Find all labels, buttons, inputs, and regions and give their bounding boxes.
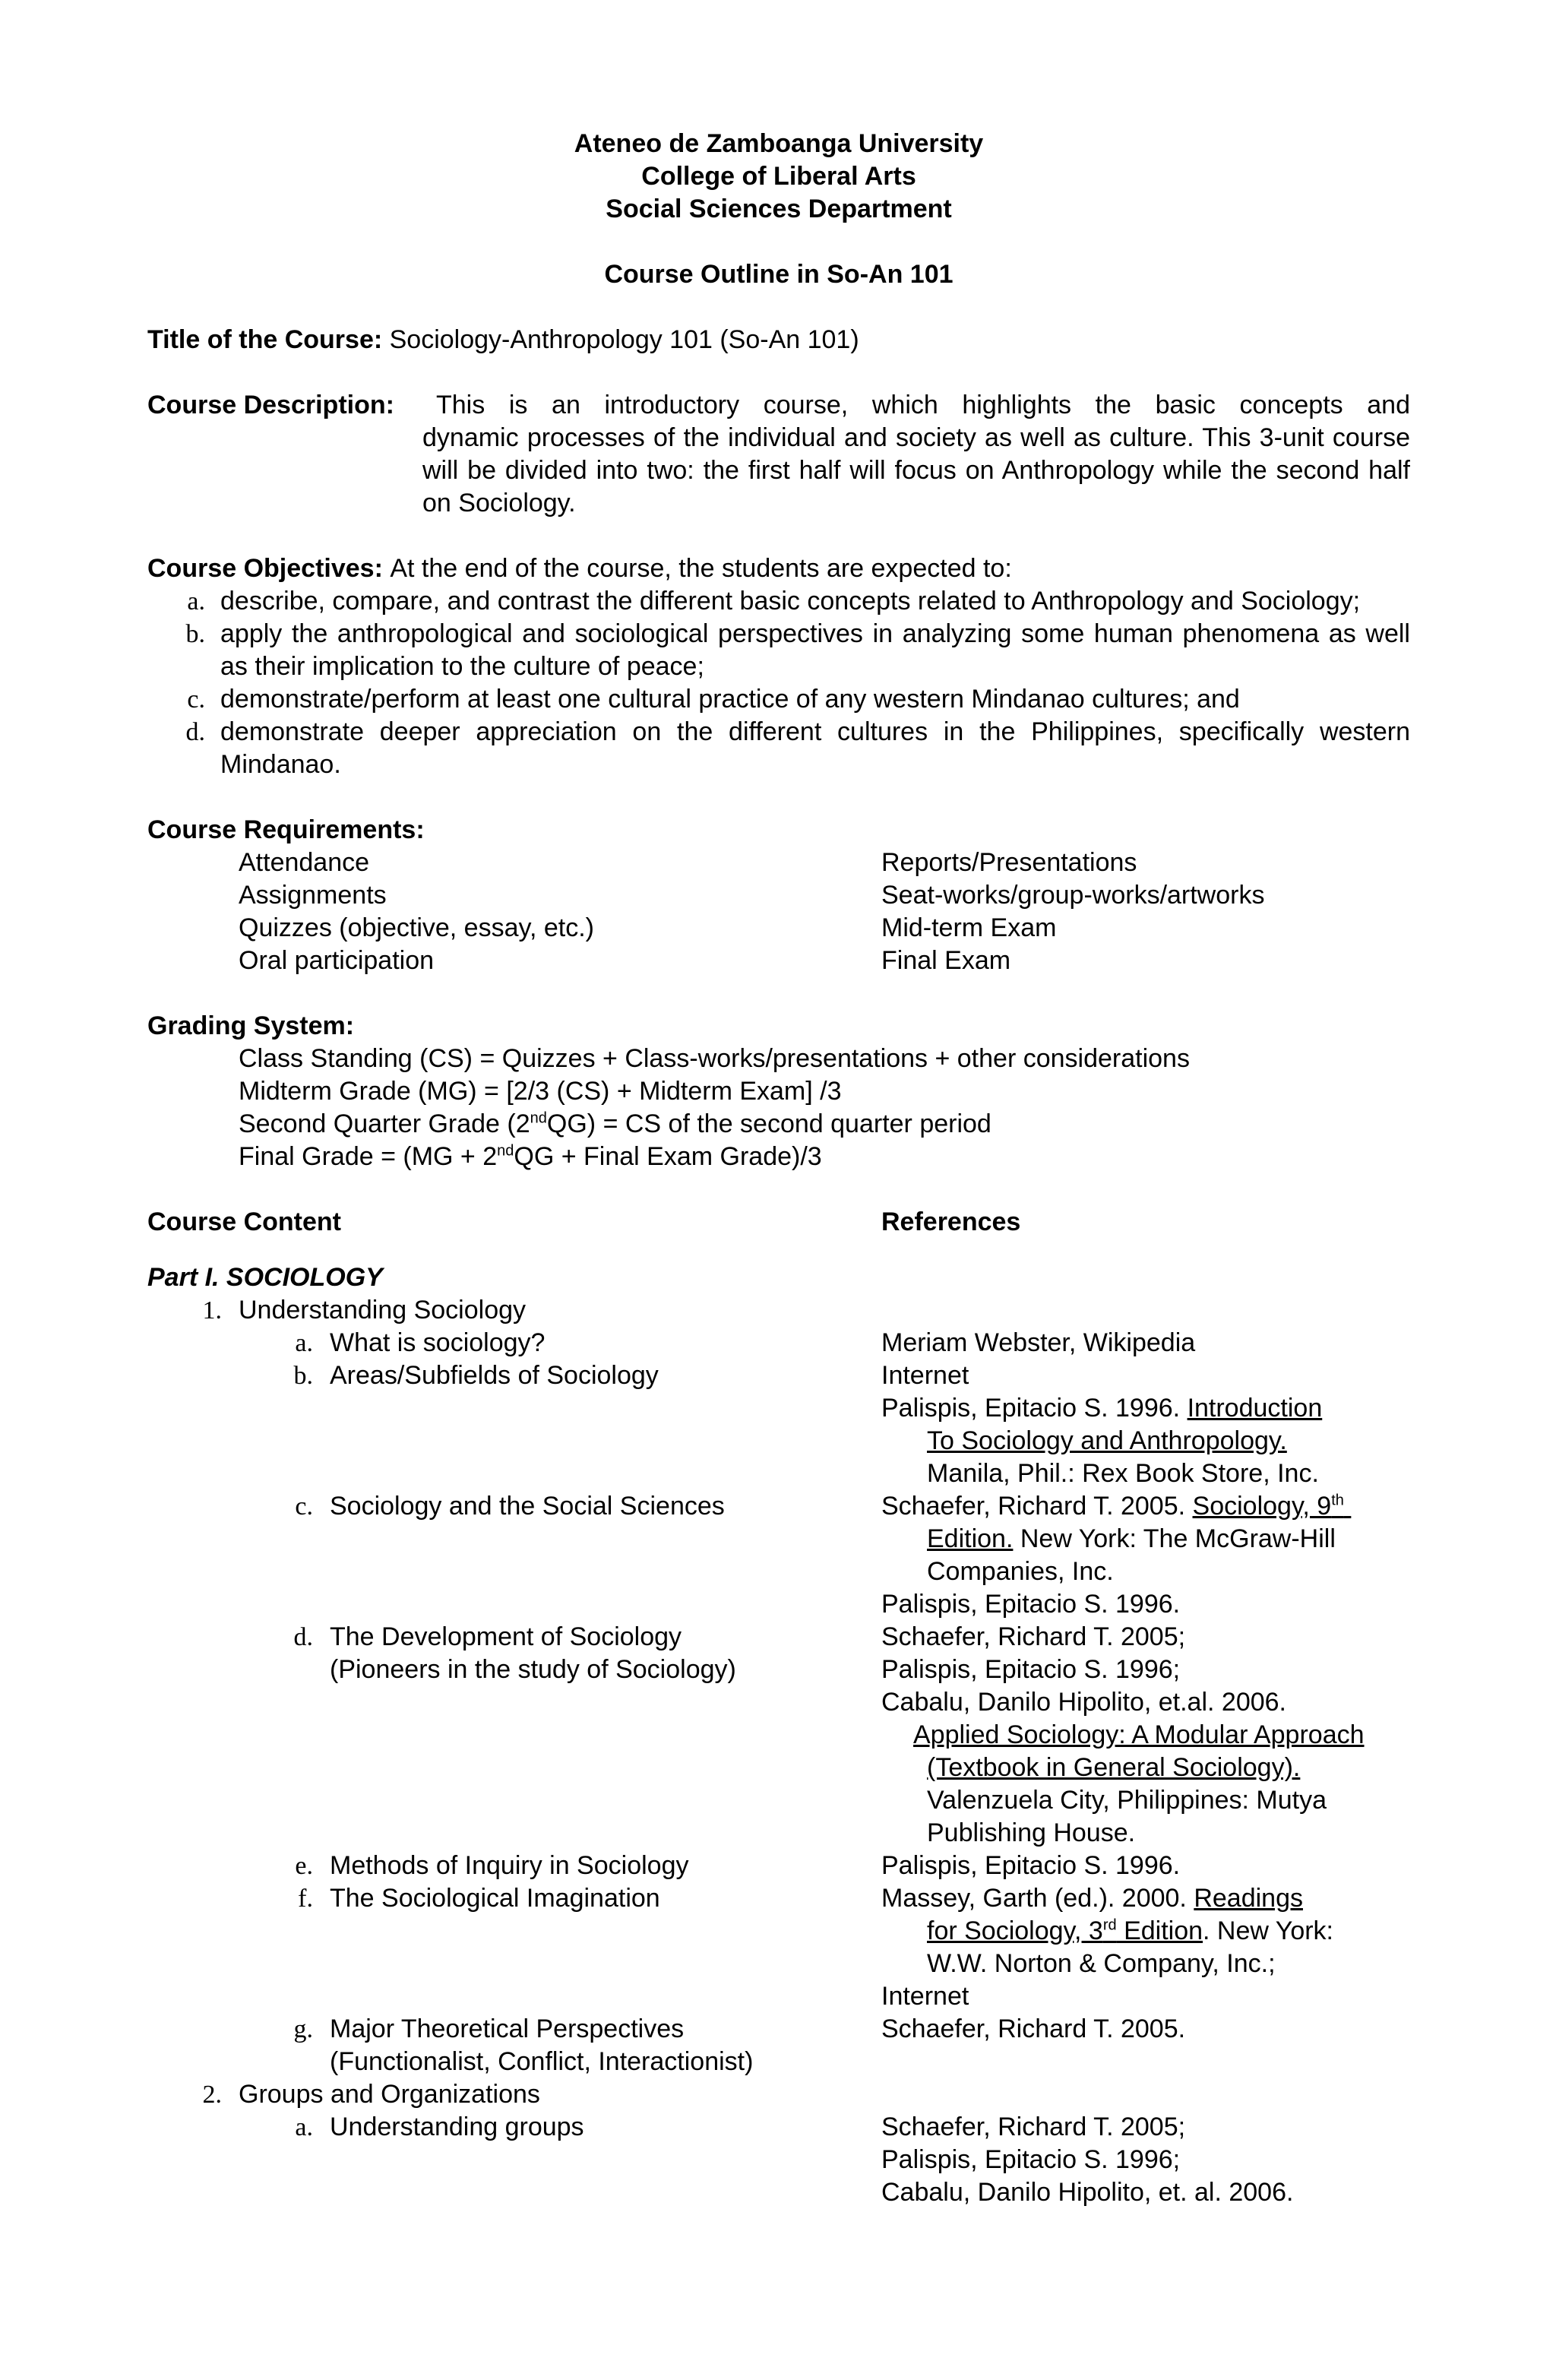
requirement-item: Quizzes (objective, essay, etc.) bbox=[239, 913, 594, 942]
course-requirements-label: Course Requirements: bbox=[147, 815, 425, 844]
objectives-list bbox=[147, 585, 1410, 781]
objective-item: b. apply the anthropological and sociological perspectives in analyzing some human phenomena as well as their implication to the culture of peace; bbox=[185, 619, 1410, 681]
course-objectives-label: Course Objectives: bbox=[147, 554, 383, 583]
course-description-label: Course Description: bbox=[147, 391, 394, 419]
topic-title: Understanding Sociology bbox=[239, 1296, 527, 1325]
requirement-item: Attendance bbox=[239, 848, 370, 877]
requirement-item: Oral participation bbox=[239, 946, 435, 975]
content-row: f. The Sociological Imagination Massey, Garth (ed.). 2000. Readings for Sociology, 3rd Edition. New York: W.W. Norton & Company, Inc.; Internet bbox=[147, 1882, 1410, 2013]
reference-text: Internet Palispis, Epitacio S. 1996. Introduction To Sociology and Anthropology. Manila, Phil.: Rex Book Store, Inc. bbox=[881, 1361, 1323, 1488]
content-row: g. Major Theoretical Perspectives (Functionalist, Conflict, Interactionist) Schaefer, Richard T. 2005. bbox=[147, 2013, 1410, 2078]
objective-item: a. describe, compare, and contrast the different basic concepts related to Anthropology and Sociology; bbox=[187, 587, 1361, 616]
objective-item: c. demonstrate/perform at least one cultural practice of any western Mindanao cultures; and bbox=[187, 685, 1240, 714]
requirement-item: Seat-works/group-works/artworks bbox=[881, 881, 1265, 910]
course-outline-page bbox=[147, 128, 1410, 2209]
department-name: Social Sciences Department bbox=[606, 195, 952, 223]
content-row: 1. Understanding Sociology bbox=[147, 1294, 1410, 1327]
course-title-label: Title of the Course: bbox=[147, 325, 383, 354]
university-name: Ateneo de Zamboanga University bbox=[574, 129, 984, 158]
content-row: d. The Development of Sociology (Pioneers in the study of Sociology) Schaefer, Richard T. 2005; Palispis, Epitacio S. 1996; Cabalu, Danilo Hipolito, et.al. 2006. Applied Sociology: A Modular Approach (Textbook in General Sociology). Valenzuela City, Philippines: Mutya Publishing House. bbox=[147, 1621, 1410, 1850]
reference-text: Massey, Garth (ed.). 2000. Readings for Sociology, 3rd Edition. New York: W.W. Norton & Company, Inc.; Internet bbox=[881, 1884, 1334, 2011]
grading-system-label: Grading System: bbox=[147, 1011, 355, 1040]
requirement-item: Mid-term Exam bbox=[881, 913, 1057, 942]
content-row: a. Understanding groups Schaefer, Richard T. 2005; Palispis, Epitacio S. 1996; Cabalu, Danilo Hipolito, et. al. 2006. bbox=[147, 2111, 1410, 2209]
course-description bbox=[147, 389, 1410, 520]
course-objectives bbox=[147, 552, 1410, 781]
course-content-table bbox=[147, 1294, 1410, 2209]
subtopic-title: Areas/Subfields of Sociology bbox=[330, 1361, 659, 1390]
reference-text: Schaefer, Richard T. 2005. bbox=[881, 2014, 1186, 2043]
content-row: a. What is sociology? Meriam Webster, Wikipedia bbox=[147, 1327, 1410, 1359]
content-row: b. Areas/Subfields of Sociology Internet Palispis, Epitacio S. 1996. Introduction To Sociology and Anthropology. Manila, Phil.: Rex Book Store, Inc. bbox=[147, 1359, 1410, 1490]
course-requirements bbox=[147, 814, 1410, 977]
subtopic-note: (Functionalist, Conflict, Interactionist) bbox=[330, 2047, 754, 2076]
requirement-item: Final Exam bbox=[881, 946, 1011, 975]
outline-title: Course Outline in So-An 101 bbox=[604, 260, 954, 289]
grading-line-second-quarter: Second Quarter Grade (2ndQG) = CS of the second quarter period bbox=[239, 1109, 991, 1138]
requirements-grid bbox=[239, 847, 1410, 977]
college-name: College of Liberal Arts bbox=[641, 162, 916, 191]
reference-text: Meriam Webster, Wikipedia bbox=[881, 1328, 1196, 1357]
content-row: e. Methods of Inquiry in Sociology Palispis, Epitacio S. 1996. bbox=[147, 1850, 1410, 1882]
course-content-header bbox=[147, 1206, 1410, 1239]
requirement-item: Assignments bbox=[239, 881, 387, 910]
subtopic-title: The Development of Sociology bbox=[330, 1622, 682, 1651]
reference-text: Schaefer, Richard T. 2005. Sociology, 9th Edition. New York: The McGraw-Hill Companies, Inc. Palispis, Epitacio S. 1996. bbox=[881, 1492, 1344, 1619]
grading-line-final: Final Grade = (MG + 2ndQG + Final Exam Grade)/3 bbox=[239, 1142, 822, 1171]
course-description-first-line: This is an introductory course, which highlights the basic concepts and bbox=[436, 391, 1410, 419]
subtopic-title: What is sociology? bbox=[330, 1328, 546, 1357]
subtopic-title: Major Theoretical Perspectives bbox=[330, 2014, 685, 2043]
subtopic-title: Understanding groups bbox=[330, 2113, 584, 2141]
grading-system bbox=[147, 1010, 1410, 1173]
course-objectives-intro: At the end of the course, the students are expected to: bbox=[390, 554, 1012, 583]
course-title-value: Sociology-Anthropology 101 (So-An 101) bbox=[389, 325, 859, 354]
reference-text: Schaefer, Richard T. 2005; Palispis, Epitacio S. 1996; Cabalu, Danilo Hipolito, et. al. 2006. bbox=[881, 2113, 1294, 2207]
reference-text: Palispis, Epitacio S. 1996. bbox=[881, 1851, 1181, 1880]
subtopic-title: Sociology and the Social Sciences bbox=[330, 1492, 725, 1521]
subtopic-title: The Sociological Imagination bbox=[330, 1884, 660, 1913]
content-row: 2. Groups and Organizations bbox=[147, 2078, 1410, 2111]
subtopic-title: Methods of Inquiry in Sociology bbox=[330, 1851, 689, 1880]
grading-line-midterm: Midterm Grade (MG) = [2/3 (CS) + Midterm Exam] /3 bbox=[239, 1077, 842, 1106]
objective-item: d. demonstrate deeper appreciation on the different cultures in the Philippines, specifically western Mindanao. bbox=[185, 717, 1410, 779]
content-row: c. Sociology and the Social Sciences Schaefer, Richard T. 2005. Sociology, 9th Edition. New York: The McGraw-Hill Companies, Inc. Palispis, Epitacio S. 1996. bbox=[147, 1490, 1410, 1621]
course-title-line bbox=[147, 324, 1410, 356]
subtopic-note: (Pioneers in the study of Sociology) bbox=[330, 1655, 736, 1684]
part-heading: Part I. SOCIOLOGY bbox=[147, 1263, 383, 1292]
course-content-heading: Course Content bbox=[147, 1207, 341, 1236]
reference-text: Schaefer, Richard T. 2005; Palispis, Epitacio S. 1996; Cabalu, Danilo Hipolito, et.al. 2006. Applied Sociology: A Modular Approach (Textbook in General Sociology). Valenzuela City, Philippines: Mutya Publishing House. bbox=[881, 1622, 1365, 1847]
topic-title: Groups and Organizations bbox=[239, 2080, 540, 2109]
grading-line-class-standing: Class Standing (CS) = Quizzes + Class-works/presentations + other considerations bbox=[239, 1044, 1190, 1073]
requirement-item: Reports/Presentations bbox=[881, 848, 1137, 877]
references-heading: References bbox=[881, 1207, 1021, 1236]
course-description-text: dynamic processes of the individual and society as well as culture. This 3-unit course will be divided into two: the first half will focus on Anthropology while the second half on Sociology. bbox=[422, 423, 1410, 517]
